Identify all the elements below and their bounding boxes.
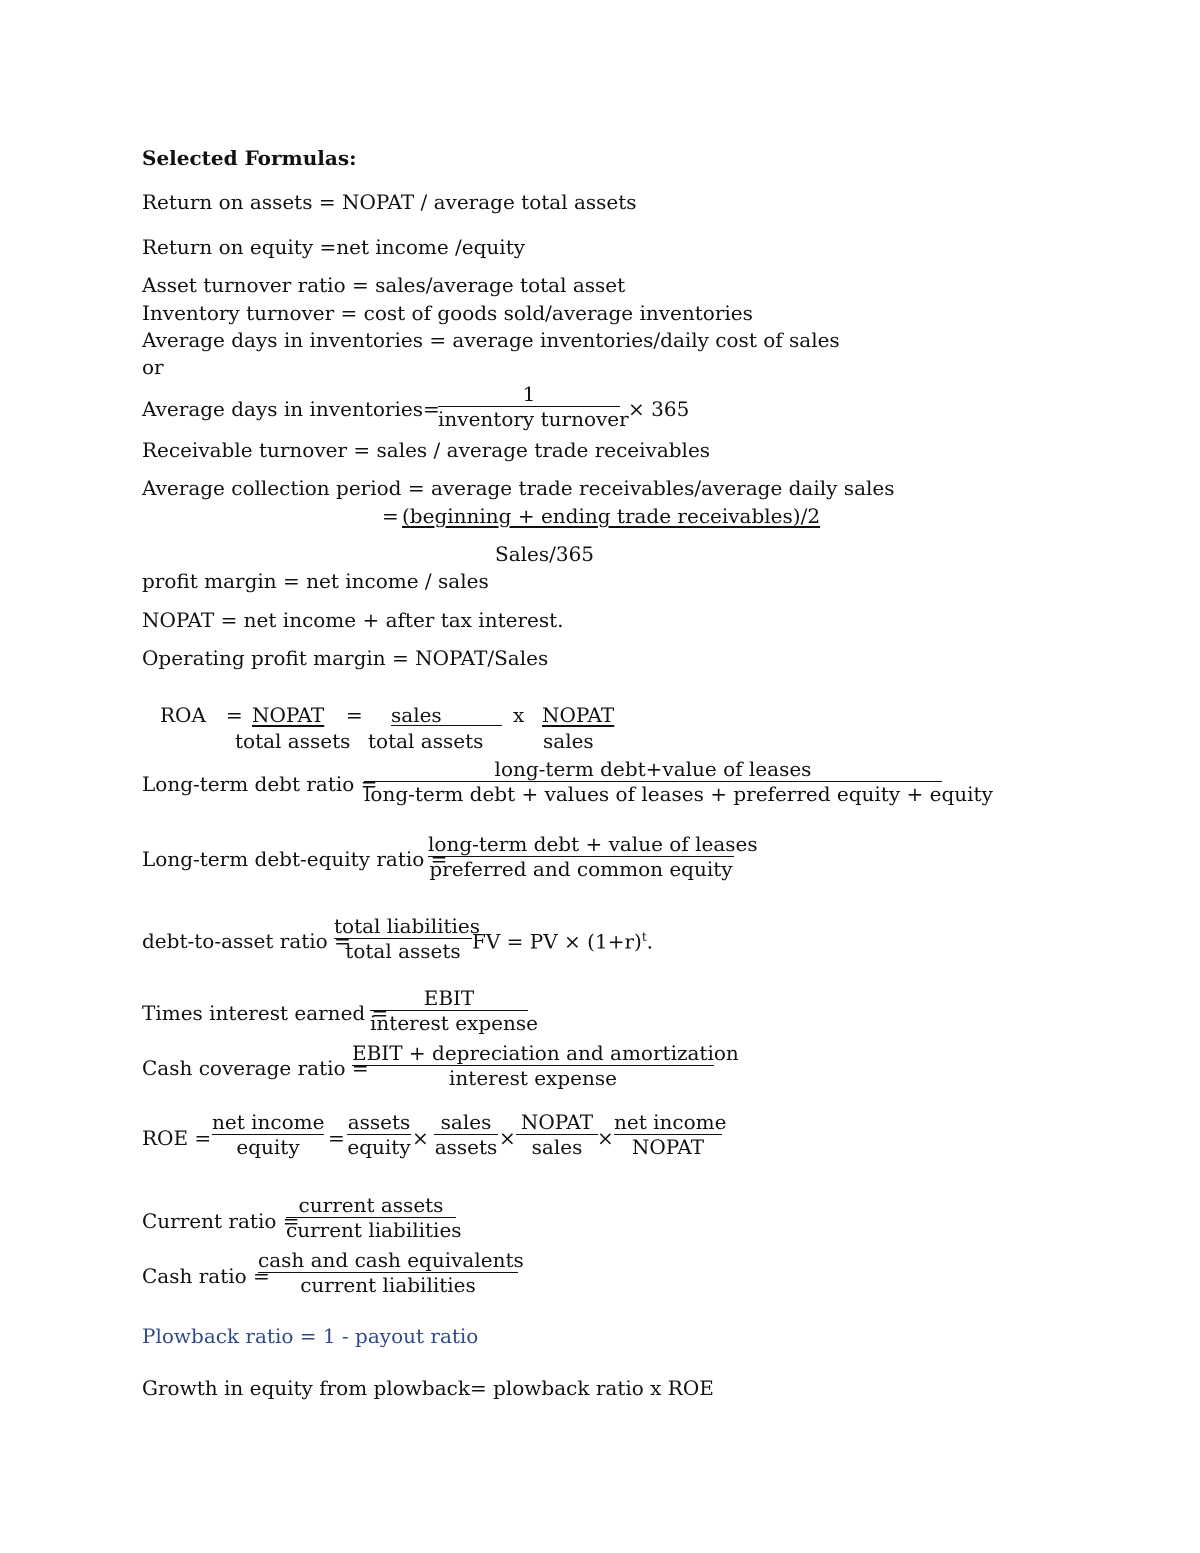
- fraction-numerator: 1: [522, 382, 536, 406]
- avg-days-alt-suffix: × 365: [628, 397, 690, 421]
- fraction-numerator: long-term debt+value of leases: [494, 757, 812, 781]
- cash-coverage-label: Cash coverage ratio =: [142, 1056, 369, 1080]
- avg-collection-numerator: (beginning + ending trade receivables)/2: [402, 504, 821, 528]
- fv-formula: [472, 931, 653, 952]
- roe-f3: [434, 1112, 498, 1157]
- roa-decomp-times: x: [513, 703, 525, 727]
- debt-asset-label: debt-to-asset ratio =: [142, 929, 351, 953]
- fraction-numerator: NOPAT: [520, 1110, 594, 1134]
- nopat-formula: NOPAT = net income + after tax interest.: [142, 608, 564, 632]
- debt-asset-fraction: [334, 914, 481, 963]
- roe-decomp-x2: ×: [499, 1126, 516, 1150]
- profit-margin-formula: profit margin = net income / sales: [142, 569, 489, 593]
- avg-days-alt-label: Average days in inventories=: [142, 397, 440, 421]
- ltd-ratio-label: Long-term debt ratio =: [142, 772, 378, 796]
- roe-formula: Return on equity =net income /equity: [142, 235, 526, 259]
- inventory-turnover-formula: Inventory turnover = cost of goods sold/average inventories: [142, 301, 753, 325]
- fraction-denominator: current liabilities: [300, 1273, 476, 1297]
- operating-margin-formula: Operating profit margin = NOPAT/Sales: [142, 646, 549, 670]
- roa-decomp-label: ROA: [160, 703, 206, 727]
- growth-formula: Growth in equity from plowback= plowback ratio x ROE: [142, 1376, 714, 1400]
- cash-ratio-label: Cash ratio =: [142, 1264, 270, 1288]
- roa-decomp-f1-num: NOPAT: [252, 703, 325, 727]
- fraction-denominator: inventory turnover: [438, 407, 629, 431]
- fraction-denominator: preferred and common equity: [429, 857, 733, 881]
- fraction-numerator: long-term debt + value of leases: [428, 832, 758, 856]
- fraction-denominator: NOPAT: [631, 1135, 705, 1159]
- roe-decomp-x3: ×: [597, 1126, 614, 1150]
- fraction-numerator: net income: [614, 1110, 727, 1134]
- avg-days-alt-fraction: [438, 382, 629, 431]
- fraction-denominator: equity: [236, 1135, 300, 1159]
- cash-coverage-fraction: [352, 1041, 739, 1090]
- fraction-numerator: cash and cash equivalents: [258, 1248, 524, 1272]
- fraction-denominator: total assets: [345, 939, 461, 963]
- fraction-numerator: EBIT + depreciation and amortization: [352, 1041, 739, 1065]
- fraction-numerator: EBIT: [423, 986, 475, 1010]
- roe-decomp-x1: ×: [412, 1126, 429, 1150]
- fraction-denominator: current liabilities: [286, 1218, 462, 1242]
- roa-decomp-f3-den: sales: [543, 729, 594, 753]
- roe-f4: [516, 1112, 598, 1157]
- fraction-denominator: long-term debt + values of leases + preferred equity + equity: [364, 782, 993, 806]
- ltde-ratio-fraction: [428, 832, 758, 881]
- fraction-numerator: total liabilities: [334, 914, 481, 938]
- roa-decomp-f2-den: total assets: [368, 729, 484, 753]
- fv-exponent: t: [641, 930, 647, 944]
- fraction-denominator: interest expense: [449, 1066, 617, 1090]
- fv-end: .: [646, 929, 654, 954]
- avg-collection-eq: =: [382, 504, 399, 528]
- roa-decomp-f3-num: NOPAT: [542, 703, 615, 727]
- current-ratio-fraction: [286, 1193, 462, 1242]
- heading: Selected Formulas:: [142, 146, 357, 170]
- roa-decomp-f2-bar: [391, 725, 502, 726]
- fraction-denominator: sales: [531, 1135, 583, 1159]
- receivable-turnover-formula: Receivable turnover = sales / average trade receivables: [142, 438, 711, 462]
- roa-decomp-f2-num: sales: [391, 703, 442, 727]
- ltde-ratio-label: Long-term debt-equity ratio =: [142, 847, 448, 871]
- roa-decomp-f1-den: total assets: [235, 729, 351, 753]
- roa-formula: Return on assets = NOPAT / average total assets: [142, 190, 637, 214]
- fraction-numerator: sales: [440, 1110, 492, 1134]
- avg-days-inventories-formula: Average days in inventories = average inventories/daily cost of sales: [142, 328, 840, 352]
- current-ratio-label: Current ratio =: [142, 1209, 300, 1233]
- roa-decomp-eq1: =: [226, 703, 243, 727]
- tie-fraction: [370, 986, 538, 1035]
- tie-label: Times interest earned =: [142, 1001, 389, 1025]
- ltd-ratio-fraction: [364, 757, 993, 806]
- fraction-denominator: equity: [347, 1135, 411, 1159]
- cash-ratio-fraction: [258, 1248, 524, 1297]
- fraction-numerator: assets: [347, 1110, 411, 1134]
- roa-decomp-eq2: =: [346, 703, 363, 727]
- avg-collection-denominator: Sales/365: [495, 542, 595, 566]
- roe-decomp-eq: =: [328, 1126, 345, 1150]
- roe-f1: [212, 1112, 324, 1157]
- fraction-denominator: interest expense: [370, 1011, 538, 1035]
- roe-f2: [347, 1112, 411, 1157]
- roe-decomp-label: ROE =: [142, 1126, 212, 1150]
- fraction-numerator: current assets: [298, 1193, 444, 1217]
- fraction-denominator: assets: [434, 1135, 498, 1159]
- plowback-formula: Plowback ratio = 1 - payout ratio: [142, 1324, 479, 1348]
- fv-text: FV = PV × (1+r): [472, 929, 642, 954]
- asset-turnover-formula: Asset turnover ratio = sales/average total asset: [142, 273, 626, 297]
- fraction-numerator: net income: [212, 1110, 325, 1134]
- avg-collection-formula: Average collection period = average trade receivables/average daily sales: [142, 476, 895, 500]
- roe-f5: [614, 1110, 727, 1159]
- or-word: or: [142, 355, 164, 379]
